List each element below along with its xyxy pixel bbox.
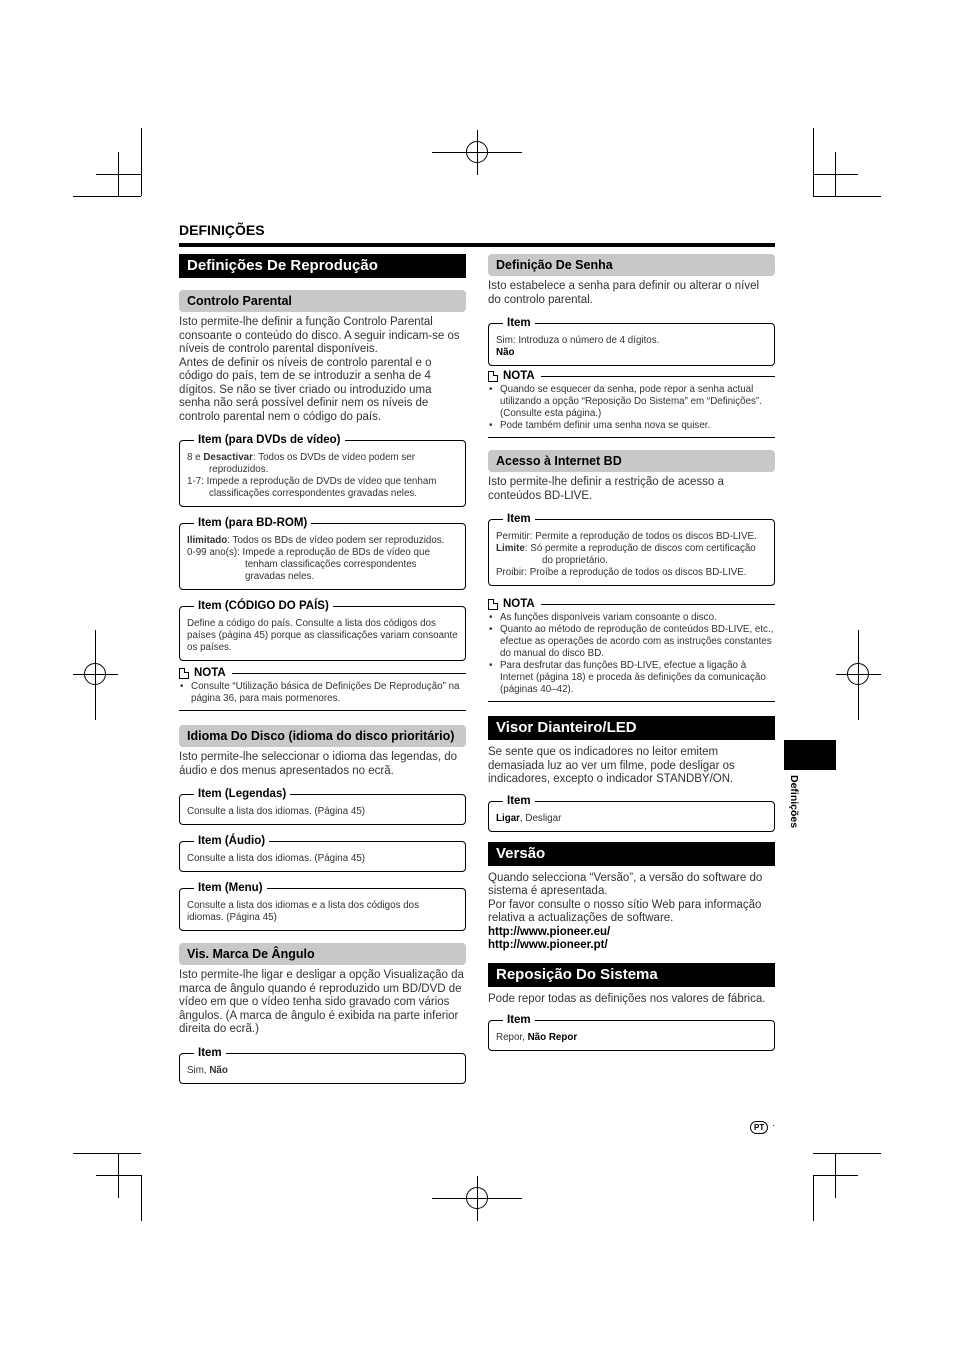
- item-box-title: Item (Menu): [194, 881, 267, 895]
- note-label: NOTA: [503, 598, 535, 610]
- crop-mark: [477, 130, 478, 175]
- item-box-title: Item: [503, 512, 535, 526]
- bd-option-ages: 0-99 ano(s): Impede a reprodução de BDs de vídeo que tenham classificações correspondentes gravadas neles.: [187, 547, 430, 582]
- pioneer-eu-link[interactable]: http://www.pioneer.eu/: [488, 925, 611, 938]
- version-title: Versão: [488, 842, 775, 866]
- dvd-option-disable: Desactivar: [203, 452, 253, 463]
- internet-access-title: Acesso à Internet BD: [488, 450, 775, 472]
- angle-option-no: Não: [209, 1064, 228, 1076]
- country-code-item-box: [179, 600, 466, 661]
- angle-mark-description: Isto permite-lhe ligar e desligar a opção Visualização da marca de ângulo quando é reproduzido um BD/DVD de vídeo em que o vídeo tenha sido gravado com vários ângulos. (A marca de ângulo é exibida na parte inferior direita do ecrã.): [179, 969, 464, 1035]
- dvd-option-levels: 1-7: Impede a reprodução de DVDs de vídeo que tenham classificações correspondentes gravadas neles.: [187, 476, 437, 499]
- internet-access-description: Isto permite-lhe definir a restrição de acesso a conteúdos BD-LIVE.: [488, 476, 724, 502]
- password-description: Isto estabelece a senha para definir ou alterar o nível do controlo parental.: [488, 280, 760, 306]
- reset-item-box: [488, 1014, 775, 1051]
- note-item: • Para desfrutar das funções BD-LIVE, efectue a ligação à Internet (página 18) e proceda às definições da comunicação (páginas 40–42).: [488, 660, 775, 696]
- note-item: • As funções disponíveis variam consoante o disco.: [488, 612, 775, 624]
- version-description: Quando selecciona “Versão”, a versão do software do sistema é apresentada.: [488, 871, 763, 897]
- angle-option-yes: Sim,: [187, 1064, 210, 1076]
- crop-mark: [141, 128, 142, 196]
- disc-language-title: Idioma Do Disco (idioma do disco prioritário): [179, 725, 466, 747]
- reset-option-no-reset: Não Repor: [527, 1032, 578, 1043]
- led-option-off: , Desligar: [519, 812, 562, 824]
- page-marker: ·: [772, 1120, 776, 1131]
- crop-mark: [141, 1175, 142, 1221]
- led-item-box: [488, 794, 775, 832]
- version-update-note: Por favor consulte o nosso sítio Web para informação relativa a actualizações de software.: [488, 898, 762, 924]
- crop-mark: [835, 152, 836, 197]
- crop-mark: [73, 196, 141, 197]
- parental-password-note: Antes de definir os níveis de controlo parental e o código do país, tem de se introduzir a senha de 4 dígitos. Se não se tiver criado ou introduzido uma senha não será possível definir nem os níveis de controlo parental nem o código do país.: [179, 356, 432, 423]
- side-tab-marker: [784, 740, 836, 770]
- item-box-title: Item: [503, 794, 535, 808]
- item-box-title: Item (para DVDs de vídeo): [194, 433, 345, 447]
- internet-option-limit-desc: : Só permite a reprodução de discos com certificação do proprietário.: [524, 543, 756, 566]
- password-option-no: Não: [496, 347, 515, 358]
- crop-mark: [95, 630, 96, 720]
- disc-language-description: Isto permite-lhe seleccionar o idioma das legendas, do áudio e dos menus apresentados no ecrã.: [179, 751, 458, 777]
- bd-option-unlimited: Ilimitado: [187, 535, 228, 546]
- crop-mark: [118, 152, 119, 197]
- note-label: NOTA: [503, 370, 535, 382]
- language-badge: PT: [750, 1121, 768, 1134]
- password-item-box: [488, 317, 775, 366]
- header-rule: [179, 243, 775, 247]
- side-tab-label: Definições: [788, 775, 800, 829]
- crop-mark: [73, 1153, 141, 1154]
- parental-description: Isto permite-lhe definir a função Controlo Parental consoante o conteúdo do disco. A seguir indicam-se os níveis de controlo parental disponíveis.: [179, 316, 460, 355]
- right-column: [488, 254, 775, 1051]
- crop-mark: [813, 196, 881, 197]
- internet-option-allow: Permitir: Permite a reprodução de todos os discos BD-LIVE.: [496, 531, 757, 542]
- crop-mark: [858, 630, 859, 720]
- note-icon: [488, 599, 498, 610]
- left-column: [179, 254, 466, 1084]
- crop-mark: [813, 128, 814, 196]
- reset-option-reset: Repor,: [496, 1032, 528, 1043]
- item-box-title: Item: [503, 1013, 535, 1027]
- item-box-title: Item (CÓDIGO DO PAÍS): [194, 599, 333, 613]
- password-note: [488, 370, 775, 438]
- internet-option-limit: Limite: [496, 543, 525, 554]
- parental-control-title: Controlo Parental: [179, 290, 466, 312]
- crop-mark: [813, 1153, 881, 1154]
- parental-note: [179, 667, 466, 711]
- subtitles-item-box: [179, 788, 466, 825]
- system-reset-title: Reposição Do Sistema: [488, 963, 775, 987]
- internet-option-prohibit: Proibir: Proíbe a reprodução de todos os discos BD-LIVE.: [496, 567, 747, 578]
- crop-mark: [813, 1175, 814, 1221]
- angle-item-box: [179, 1046, 466, 1084]
- country-code-desc: Define a código do país. Consulte a lista dos códigos dos países (página 45) porque as classificações variam consoante os países.: [187, 618, 458, 653]
- menu-desc: Consulte a lista dos idiomas e a lista dos códigos dos idiomas. (Página 45): [187, 900, 419, 923]
- subtitles-desc: Consulte a lista dos idiomas. (Página 45): [187, 806, 366, 817]
- item-box-title: Item (Áudio): [194, 834, 269, 848]
- crop-mark: [96, 1175, 141, 1176]
- dvd-item-box: [179, 434, 466, 507]
- password-option-yes: Sim: Introduza o número de 4 dígitos.: [496, 335, 660, 346]
- bd-option-unlimited-desc: : Todos os BDs de vídeo podem ser reproduzidos.: [227, 535, 445, 546]
- note-item: • Quanto ao método de reprodução de conteúdos BD-LIVE, etc., efectue as operações de acordo com as instruções constantes do manual do disco BD.: [488, 624, 775, 660]
- note-item: • Quando se esquecer da senha, pode repor a senha actual utilizando a opção “Reposição Do Sistema” em “Definições”. (Consulte esta página.): [488, 384, 775, 420]
- system-reset-description: Pode repor todas as definições nos valores de fábrica.: [488, 992, 766, 1005]
- pioneer-pt-link[interactable]: http://www.pioneer.pt/: [488, 939, 608, 951]
- item-box-title: Item: [194, 1046, 226, 1060]
- front-display-title: Visor Dianteiro/LED: [488, 716, 775, 740]
- crop-mark: [813, 1175, 858, 1176]
- note-item: • Pode também definir uma senha nova se quiser.: [488, 420, 775, 432]
- angle-mark-title: Vis. Marca De Ângulo: [179, 943, 466, 965]
- bd-item-box: [179, 517, 466, 590]
- audio-item-box: [179, 835, 466, 872]
- password-setting-title: Definição De Senha: [488, 254, 775, 276]
- section-header: DEFINIÇÕES: [179, 222, 265, 238]
- dvd-option-prefix: 8 e: [187, 452, 204, 463]
- note-item: • Consulte “Utilização básica de Definições De Reprodução” na página 36, para mais pormenores.: [179, 681, 466, 705]
- internet-item-box: [488, 513, 775, 586]
- menu-item-box: [179, 882, 466, 931]
- playback-settings-title: Definições De Reprodução: [179, 254, 466, 278]
- internet-note: [488, 598, 775, 702]
- audio-desc: Consulte a lista dos idiomas. (Página 45): [187, 853, 366, 864]
- note-icon: [179, 668, 189, 679]
- note-label: NOTA: [194, 667, 226, 679]
- item-box-title: Item (Legendas): [194, 787, 290, 801]
- led-option-on: Ligar: [496, 812, 520, 824]
- crop-mark: [477, 1176, 478, 1221]
- item-box-title: Item (para BD-ROM): [194, 516, 311, 530]
- item-box-title: Item: [503, 316, 535, 330]
- dvd-option-disable-desc: : Todos os DVDs de vídeo podem ser reproduzidos.: [209, 452, 416, 475]
- front-display-description: Se sente que os indicadores no leitor emitem demasiada luz ao ver um filme, pode desligar os indicadores, excepto o indicador STANDBY/ON.: [488, 746, 735, 785]
- note-icon: [488, 371, 498, 382]
